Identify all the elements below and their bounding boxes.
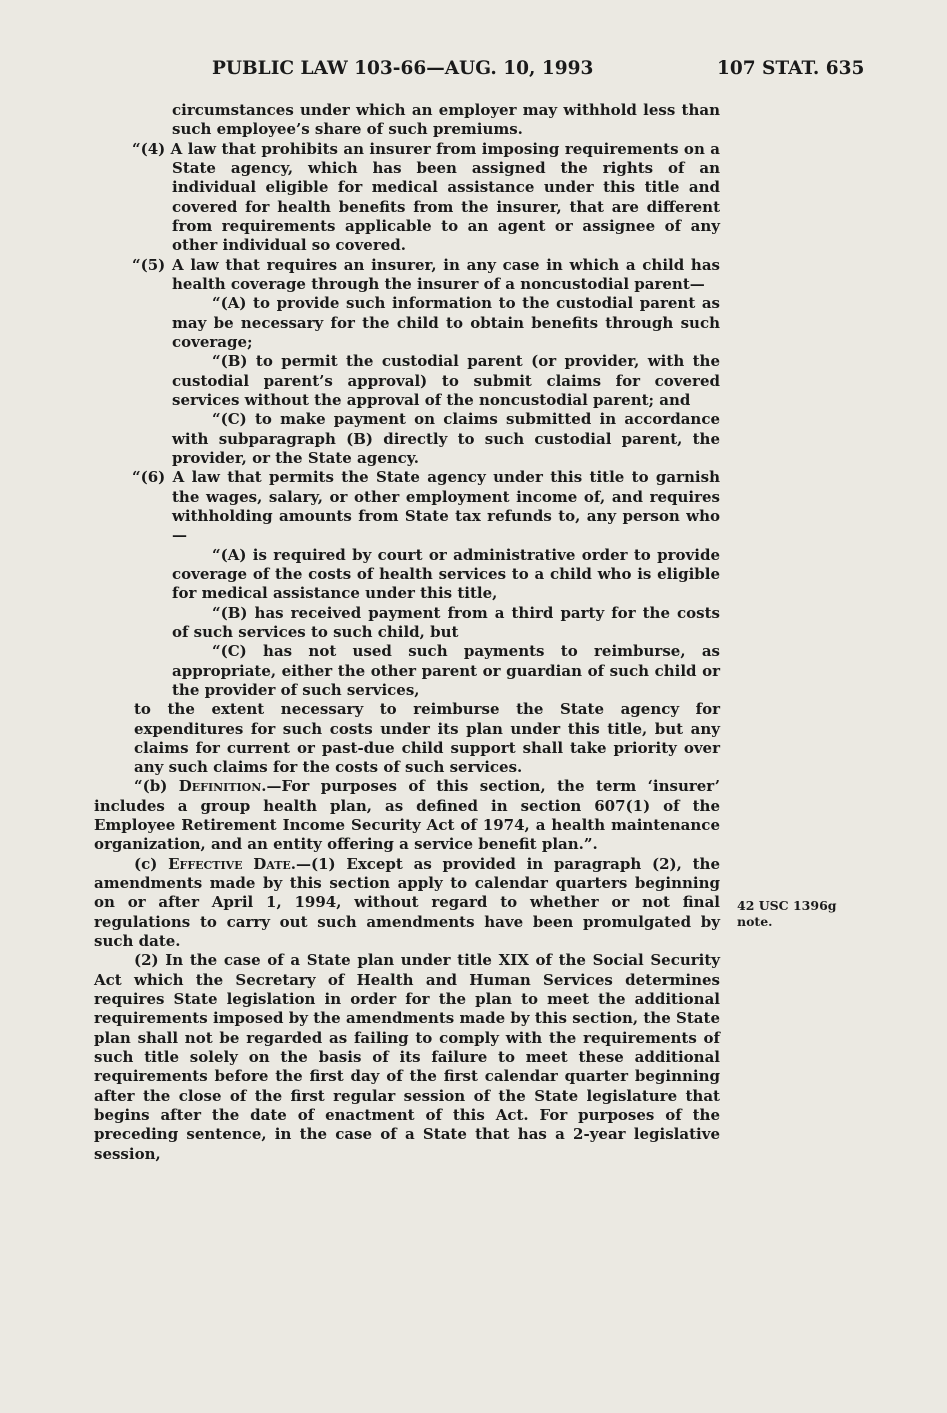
subsection-b-text: .—For purposes of this section, the term ‘insurer’ includes a group health plan, as defined in section 607(1) of the Employee Retirement Income Security Act of 1974, a health maintenance organization, and an entity offering a service benefit plan.”.	[94, 777, 720, 854]
subparagraph-6-a: “(A) is required by court or administrative order to provide coverage of the costs of health services to a child who is eligible for medical assistance under this title,	[172, 545, 720, 603]
header-stat-citation: 107 STAT. 635	[717, 58, 865, 79]
subsection-b	[94, 777, 720, 854]
subparagraph-6-b: “(B) has received payment from a third party for the costs of such services to such child, but	[172, 603, 720, 641]
subparagraph-5-a: “(A) to provide such information to the custodial parent as may be necessary for the child to obtain benefits through such coverage;	[172, 294, 720, 351]
margin-note-line-1: 42 USC 1396g	[737, 898, 837, 913]
subsection-b-lead: “(b)	[134, 777, 179, 796]
body-text	[94, 101, 720, 1164]
subsection-b-heading: Definition	[178, 777, 262, 796]
subsection-c	[94, 855, 720, 952]
subsection-c-paragraph-2: (2) In the case of a State plan under title XIX of the Social Security Act which the Secretary of Health and Human Services determines requires State legislation in order for the plan to meet the additional requirements imposed by the amendments made by this section, the State plan shall not be regarded as failing to comply with the requirements of such title solely on the basis of its failure to meet these additional requirements before the first day of the first calendar quarter beginning after the close of the first regular session of the State legislature that begins after the date of enactment of this Act. For purposes of the preceding sentence, in the case of a State that has a 2-year legislative session,	[94, 951, 720, 1163]
paragraph-4: “(4) A law that prohibits an insurer from imposing requirements on a State agency, which has been assigned the rights of an individual eligible for medical assistance under this title and covered for health benefits from the insurer, that are different from requirements applicable to an agent or assignee of any other individual so covered.	[132, 139, 720, 255]
paragraph-continuation: circumstances under which an employer may withhold less than such employee’s share of such premiums.	[172, 101, 720, 139]
margin-note-line-2: note.	[737, 914, 773, 929]
paragraph-5: “(5) A law that requires an insurer, in any case in which a child has health coverage through the insurer of a noncustodial parent—	[132, 255, 720, 293]
paragraph-6: “(6) A law that permits the State agency under this title to garnish the wages, salary, or other employment income of, and requires withholding amounts from State tax refunds to, any person who—	[132, 468, 720, 545]
subsection-c-text: .—(1) Except as provided in paragraph (2), the amendments made by this section apply to calendar quarters beginning on or after April 1, 1994, without regard to whether or not final regulations to carry out such amendments have been promulgated by such date.	[94, 854, 720, 951]
subparagraph-6-c: “(C) has not used such payments to reimburse, as appropriate, either the other parent or guardian of such child or the provider of such services,	[172, 642, 720, 699]
margin-note-citation	[737, 898, 857, 930]
subsection-c-heading: Effective Date	[168, 854, 291, 873]
running-header	[0, 58, 947, 84]
subsection-c-lead: (c)	[134, 854, 169, 873]
header-title: PUBLIC LAW 103-66—AUG. 10, 1993	[212, 58, 594, 79]
subparagraph-5-c: “(C) to make payment on claims submitted in accordance with subparagraph (B) directly to such custodial parent, the provider, or the State agency.	[172, 410, 720, 467]
subparagraph-5-b: “(B) to permit the custodial parent (or provider, with the custodial parent’s approval) to submit claims for covered services without the approval of the noncustodial parent; and	[172, 352, 720, 409]
paragraph-6-flush: to the extent necessary to reimburse the State agency for expenditures for such costs under its plan under this title, but any claims for current or past-due child support shall take priority over any such claims for the costs of such services.	[134, 700, 720, 777]
